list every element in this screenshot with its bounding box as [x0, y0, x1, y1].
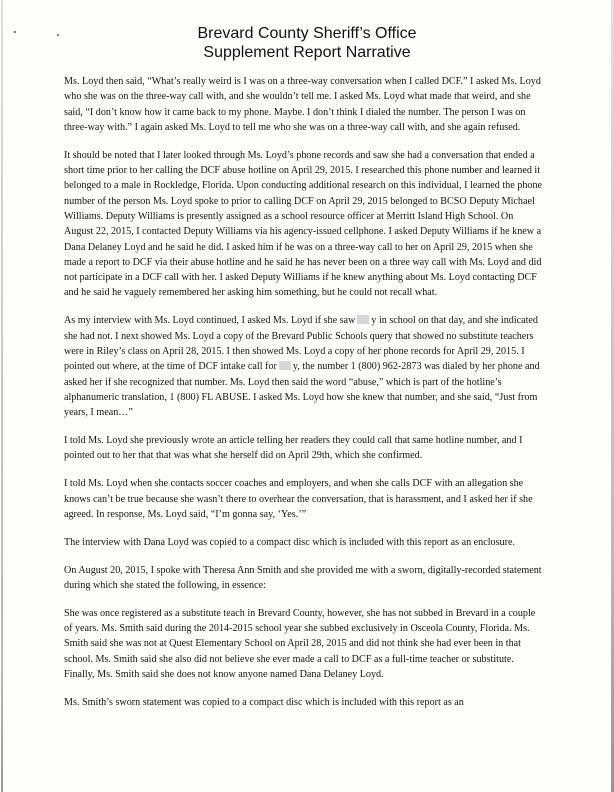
report-title: Supplement Report Narrative — [203, 44, 411, 61]
agency-title: Brevard County Sheriff’s Office — [197, 25, 417, 42]
paragraph-text: y, the number 1 (800) 962-2873 was dialed by her phone and asked her if she recognized that number. Ms. Loyd then said the word “abuse,” which is part of the hotline’s alphanumeric translation, 1 (800) FL ABUSE. I asked Ms. Loyd how she knew that number, and she said, “Just from years, I mean…” — [64, 361, 540, 419]
paragraph: On August 20, 2015, I spoke with Theresa Ann Smith and she provided me with a sworn, digitally-recorded statement during which she stated the following, in essence: — [64, 564, 542, 591]
redaction-mark — [279, 361, 291, 370]
paragraph — [64, 313, 544, 420]
paragraph: I told Ms. Loyd she previously wrote an article telling her readers they could call that same hotline number, and I pointed out to her that that was what she herself did on April 29th, which she confirmed. — [64, 435, 523, 462]
scan-left-edge — [1, 0, 3, 792]
paragraph: It should be noted that I later looked through Ms. Loyd’s phone records and saw she had a conversation that ended a short time prior to her calling the DCF abuse hotline on April 29, 2015. I researched this phone number and learned it belonged to a male in Rockledge, Florida. Upon conducting additional research on this individual, I learned the phone number of the person Ms. Loyd spoke to prior to calling DCF on April 29, 2015 belonged to BCSO Deputy Michael Williams. Deputy Williams is presently assigned as a school resource officer at Merritt Island High School. On August 22, 2015, I contacted Deputy Williams via his agency-issued cellphone. I asked Deputy Williams if he knew a Dana Delaney Loyd and he said he did. I asked him if he was on a three-way call to her on April 29, 2015 when she made a report to DCF via their abuse hotline and he said he has never been on a three way call with Ms. Loyd and did not participate in a DCF call with her. I asked Deputy Williams if he knew anything about Ms. Loyd contacting DCF and he said he vaguely remembered her asking him something, but he could not recall what. — [64, 149, 542, 299]
paragraph: Ms. Loyd then said, “What’s really weird is I was on a three-way conversation when I called DCF.” I asked Ms. Loyd who she was on the three-way call with, and she wouldn’t tell me. I asked Ms. Loyd what made that weird, and she said, “I don’t know how it came back to my phone. Maybe. I don’t think I dialed the number. The person I was on three-way with.” I again asked Ms. Loyd to tell me who she was on a three-way call with, and she again refused. — [64, 76, 541, 133]
narrative-body — [64, 74, 544, 723]
report-header — [0, 24, 614, 62]
redaction-mark — [357, 315, 369, 324]
paragraph: The interview with Dana Loyd was copied to a compact disc which is included with this report as an enclosure. — [64, 536, 515, 548]
paragraph: Ms. Smith’s sworn statement was copied to a compact disc which is included with this report as an — [64, 696, 464, 708]
paragraph: I told Ms. Loyd when she contacts soccer coaches and employers, and when she calls DCF with an allegation she knows can’t be true because she wasn’t there to overhear the conversation, that is harassment, and I asked her if she agreed. In response, Ms. Loyd said, “I’m gonna say, ‘Yes.’” — [64, 478, 533, 520]
paragraph-text: As my interview with Ms. Loyd continued, I asked Ms. Loyd if she saw — [64, 315, 356, 327]
paragraph-text: y in school on that day, and she indicated she had not. I next showed Ms. Loyd a copy of the Brevard Public Schools query that showed no substitute teachers were in Riley’s class on April 28, 2015. I then showed Ms. Loyd a copy of her phone records for April 29, 2015. I pointed out where, at the time of DCF intake call for — [64, 315, 538, 373]
paragraph: She was once registered as a substitute teach in Brevard County, however, she has not subbed in Brevard in a couple of years. Ms. Smith said during the 2014-2015 school year she subbed exclusively in Osceola County, Florida. Ms. Smith said she was not at Quest Elementary School on April 28, 2015 and did not think she had ever been in that school. Ms. Smith said she also did not believe she ever made a call to DCF as a full-time teacher or substitute. Finally, Ms. Smith said she does not know anyone named Dana Delaney Loyd. — [64, 607, 536, 680]
